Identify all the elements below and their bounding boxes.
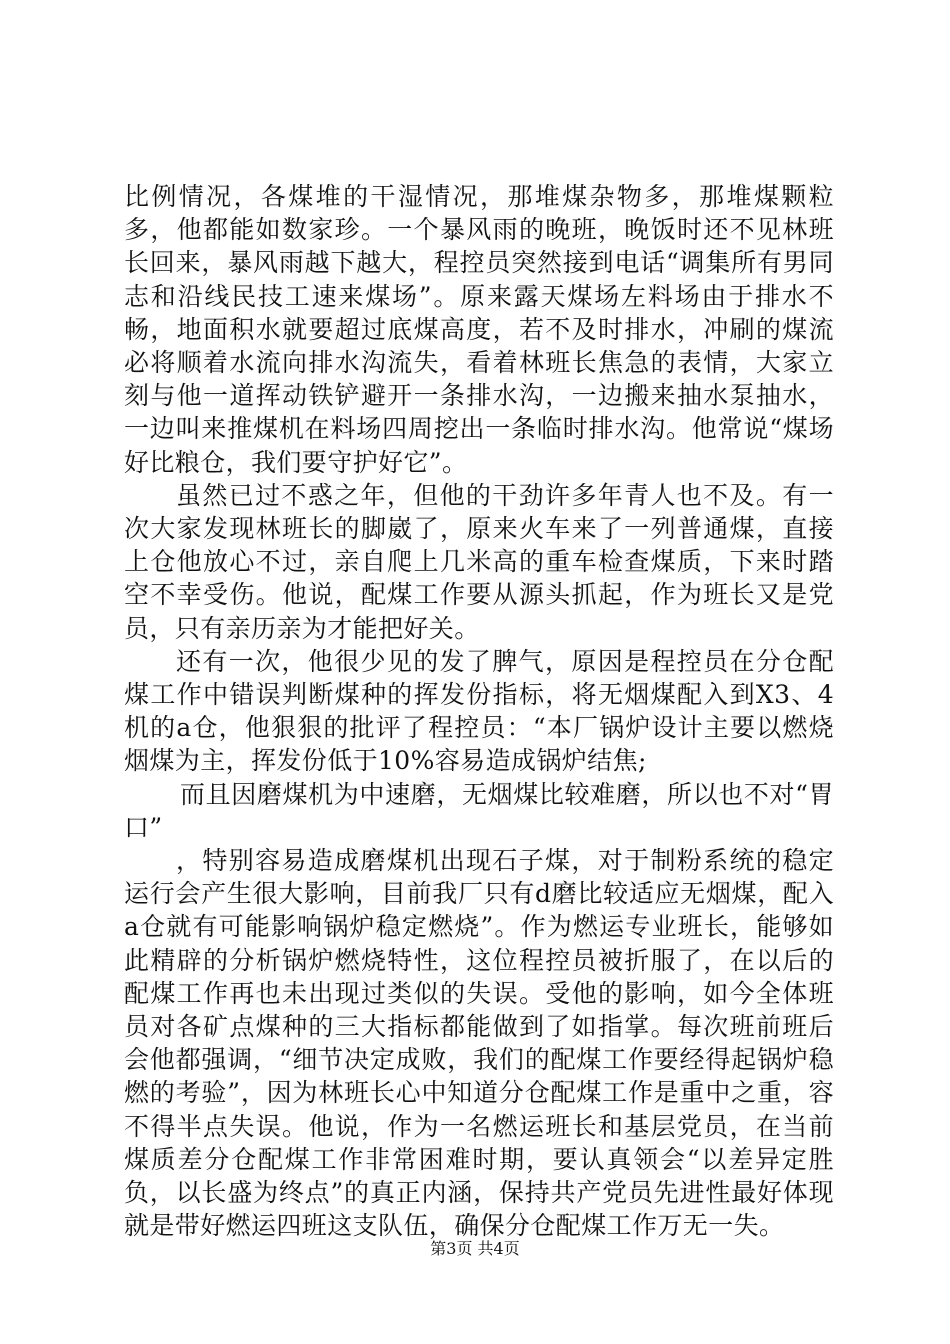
paragraph-criticism: 还有一次，他很少见的发了脾气，原因是程控员在分仓配煤工作中错误判断煤种的挥发份指标，将无烟煤配入到X3、4机的a仓，他狠狠的批评了程控员：“本厂锅炉设计主要以燃烧烟煤为主，挥发份低于10%容易造成锅炉结焦;	[124, 646, 834, 776]
paragraph-injury: 虽然已过不惑之年，但他的干劲许多年青人也不及。有一次大家发现林班长的脚崴了，原来火车来了一列普通煤，直接上仓他放心不过，亲自爬上几米高的重车检查煤质，下来时踏空不幸受伤。他说，配煤工作要从源头抓起，作为班长又是党员，只有亲历亲为才能把好关。	[124, 480, 834, 643]
paragraph-mill: 而且因磨煤机为中速磨，无烟煤比较难磨，所以也不对“胃口”	[124, 779, 834, 842]
paragraph-coal-yard: 比例情况，各煤堆的干湿情况，那堆煤杂物多，那堆煤颗粒多，他都能如数家珍。一个暴风雨的晚班，晚饭时还不见林班长回来，暴风雨越下越大，程控员突然接到电话“调集所有男同志和沿线民技工速来煤场”。原来露天煤场左料场由于排水不畅，地面积水就要超过底煤高度，若不及时排水，冲刷的煤流必将顺着水流向排水沟流失，看着林班长焦急的表情，大家立刻与他一道挥动铁铲避开一条排水沟，一边搬来抽水泵抽水，一边叫来推煤机在料场四周挖出一条临时排水沟。他常说“煤场好比粮仓，我们要守护好它”。	[124, 182, 834, 477]
page-footer: 第3页 共4页	[430, 1239, 520, 1258]
paragraph-conclusion: ，特别容易造成磨煤机出现石子煤，对于制粉系统的稳定运行会产生很大影响，目前我厂只有d磨比较适应无烟煤，配入a仓就有可能影响锅炉稳定燃烧”。作为燃运专业班长，能够如此精辟的分析锅炉燃烧特性，这位程控员被折服了，在以后的配煤工作再也未出现过类似的失误。受他的影响，如今全体班员对各矿点煤种的三大指标都能做到了如指掌。每次班前班后会他都强调，“细节决定成败，我们的配煤工作要经得起锅炉稳燃的考验”，因为林班长心中知道分仓配煤工作是重中之重，容不得半点失误。他说，作为一名燃运班长和基层党员，在当前煤质差分仓配煤工作非常困难时期，要认真领会“以差异定胜负，以长盛为终点”的真正内涵，保持共产党员先进性最好体现就是带好燃运四班这支队伍，确保分仓配煤工作万无一失。	[124, 846, 834, 1241]
document-body	[124, 180, 834, 1243]
